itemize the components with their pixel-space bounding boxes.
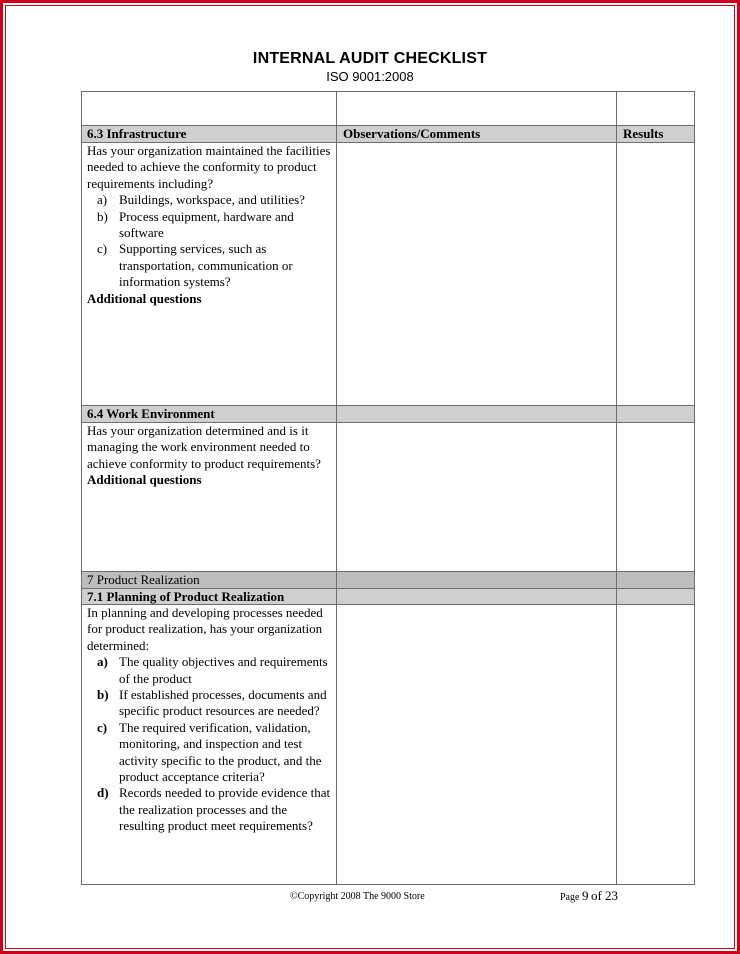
column-header-results: Results	[623, 126, 664, 141]
page-number: 9	[581, 888, 589, 903]
list-item-text: Supporting services, such as transportation, communication or information systems?	[119, 241, 293, 290]
list-marker: b)	[97, 208, 108, 224]
question-text: Has your organization determined and is it managing the work environment needed to achieve conformity to product requirements?	[87, 423, 321, 471]
list-marker: a)	[97, 654, 108, 670]
question-text: Has your organization maintained the facilities needed to achieve the conformity to product requirements including?	[87, 143, 331, 191]
section-heading-planning: 7.1 Planning of Product Realization	[87, 589, 285, 604]
list-marker: c)	[97, 719, 108, 735]
list-item-text: Process equipment, hardware and software	[119, 208, 294, 241]
section-heading-infrastructure: 6.3 Infrastructure	[87, 126, 187, 141]
additional-questions-label: Additional questions	[87, 290, 202, 306]
list-marker: c)	[97, 241, 108, 257]
table-border-bottom	[81, 884, 695, 885]
list-item	[87, 785, 332, 834]
list-item-text: Records needed to provide evidence that the realization processes and the resulting product meet requirements?	[119, 785, 331, 834]
list-item	[87, 241, 332, 290]
additional-questions-label: Additional questions	[87, 472, 202, 488]
page-total: of 23	[590, 888, 619, 903]
list-item-text: Buildings, workspace, and utilities?	[119, 192, 305, 208]
list-item-text: The required verification, validation, monitoring, and inspection and test activity specific to the product, and the product acceptance criteria?	[119, 719, 322, 785]
table-border-top	[81, 91, 695, 92]
list-item	[87, 720, 332, 786]
column-header-observations: Observations/Comments	[343, 126, 481, 141]
column-divider-observations	[336, 91, 337, 884]
question-cell-work-environment	[87, 423, 332, 489]
table-border-right	[694, 91, 695, 884]
footer-page-number	[560, 888, 618, 904]
question-cell-planning	[87, 605, 332, 835]
section-heading-product-realization: 7 Product Realization	[87, 572, 200, 587]
section-heading-work-environment: 6.4 Work Environment	[87, 406, 215, 421]
list-item	[87, 192, 332, 208]
document-subtitle: ISO 9001:2008	[326, 69, 414, 84]
list-item-text: The quality objectives and requirements of the product	[119, 654, 328, 686]
list-marker: d)	[97, 785, 109, 801]
footer-copyright: ©Copyright 2008 The 9000 Store	[290, 891, 425, 902]
list-item	[87, 209, 332, 242]
list-item	[87, 687, 332, 720]
question-text: In planning and developing processes needed for product realization, has your organization determined:	[87, 605, 323, 653]
list-marker: b)	[97, 687, 109, 703]
question-item-list	[87, 192, 332, 290]
column-divider-results	[616, 91, 617, 884]
document-title: INTERNAL AUDIT CHECKLIST	[252, 50, 488, 67]
question-cell-infrastructure	[87, 143, 332, 307]
list-marker: a)	[97, 192, 108, 208]
page-label: Page	[560, 892, 580, 903]
list-item	[87, 654, 332, 687]
question-item-list	[87, 654, 332, 834]
table-border-left	[81, 91, 82, 884]
list-item-text: If established processes, documents and specific product resources are needed?	[119, 687, 327, 719]
